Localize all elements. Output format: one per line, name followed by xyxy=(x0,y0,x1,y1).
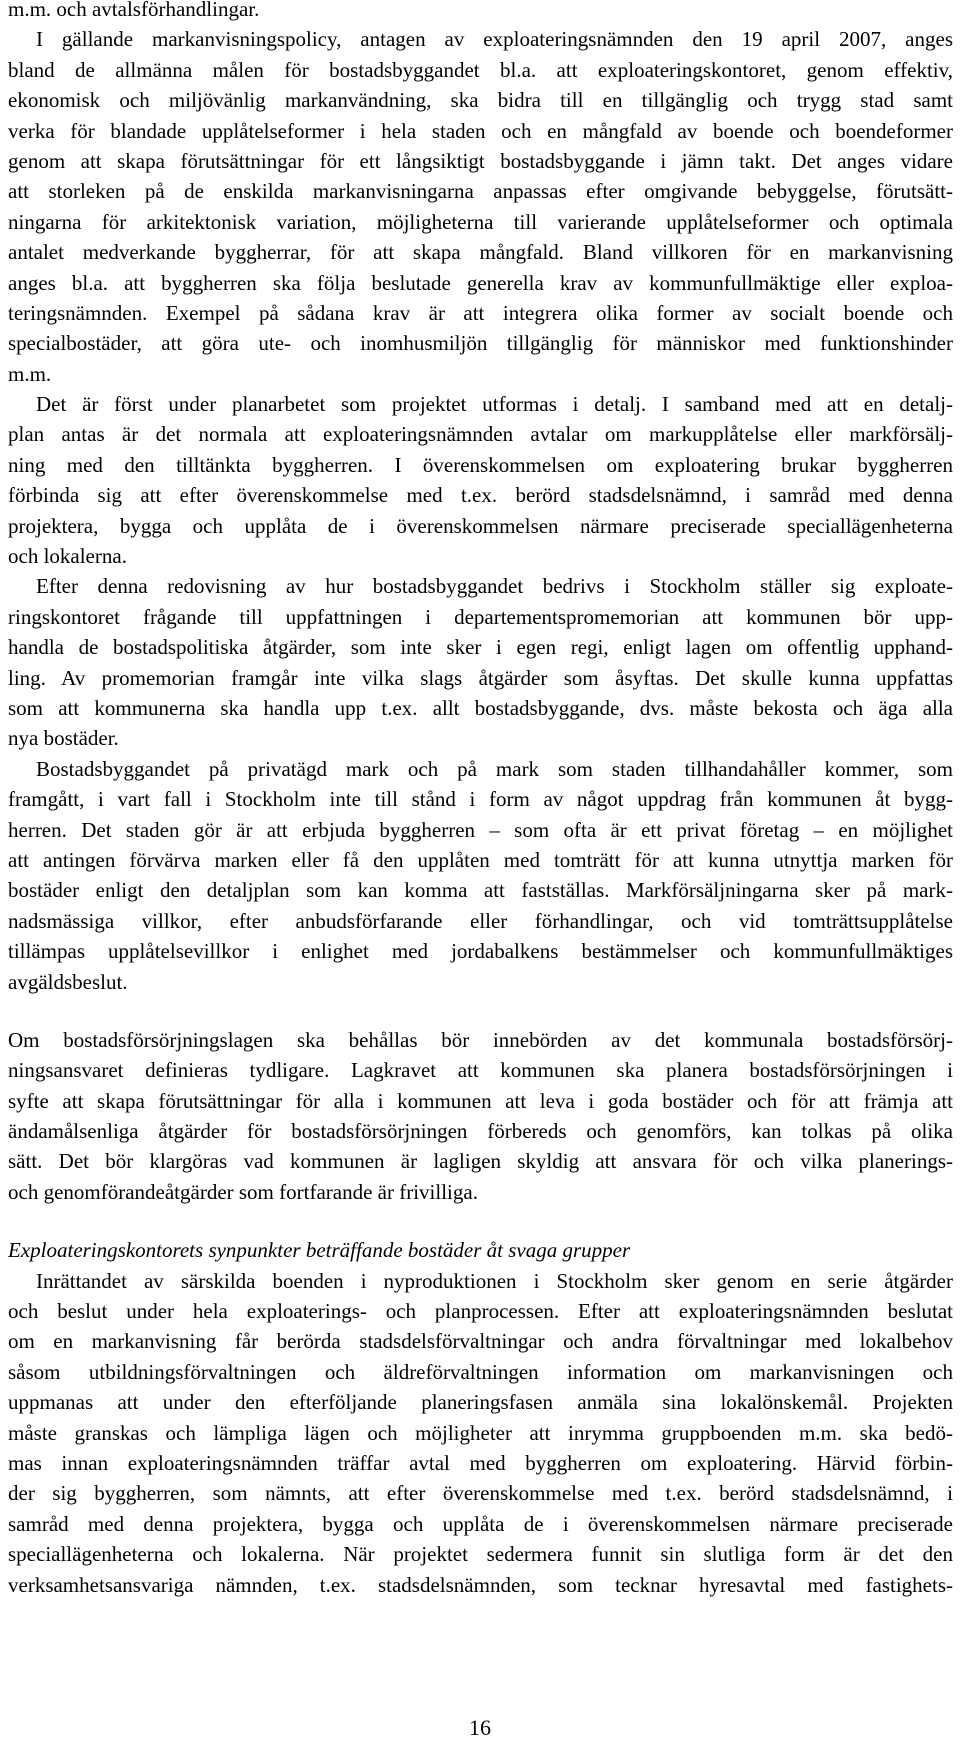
text-line: samråd med denna projektera, bygga och upplåta de i överenskommelsen närmare preciserade xyxy=(8,1511,953,1536)
text-line: speciallägenheterna och lokalerna. När projektet sedermera funnit sin slutliga form är det den xyxy=(8,1542,953,1567)
text-line: handla de bostadspolitiska åtgärder, som inte sker i egen regi, enligt lagen om offentlig upphand- xyxy=(8,635,953,660)
text-line: der sig byggherren, som nämnts, att efter överenskommelse med t.ex. berörd stadsdelsnämnd, i xyxy=(8,1481,953,1506)
text-line: om en markanvisning får berörda stadsdelsförvaltningar och andra förvaltningar med lokalbehov xyxy=(8,1329,953,1354)
text-line: ling. Av promemorian framgår inte vilka slags åtgärder som åsyftas. Det skulle kunna uppfattas xyxy=(8,665,953,690)
text-line: bostäder enligt den detaljplan som kan komma att fastställas. Markförsäljningarna sker på mark- xyxy=(8,878,953,903)
text-line: syfte att skapa förutsättningar för alla i kommunen att leva i goda bostäder och för att främja att xyxy=(8,1088,953,1113)
text-line: Det är först under planarbetet som projektet utformas i detalj. I samband med att en detalj- xyxy=(36,392,953,417)
text-line: avgäldsbeslut. xyxy=(8,969,128,994)
text-line: ning med den tilltänkta byggherren. I överenskommelsen om exploatering brukar byggherren xyxy=(8,452,953,477)
text-line: genom att skapa förutsättningar för ett långsiktigt bostadsbyggande i jämn takt. Det anges vidare xyxy=(8,148,953,173)
text-line: att antingen förvärva marken eller få den upplåten med tomträtt för att kunna utnyttja marken för xyxy=(8,847,953,872)
text-line: ringskontoret frågande till uppfattningen i departementspromemorian att kommunen bör upp- xyxy=(8,604,953,629)
text-line: teringsnämnden. Exempel på sådana krav är att integrera olika former av socialt boende och xyxy=(8,300,953,325)
text-line: nya bostäder. xyxy=(8,726,119,751)
text-line: ningarna för arkitektonisk variation, möjligheterna till varierande upplåtelseformer och optimala xyxy=(8,209,953,234)
paragraph-gap xyxy=(8,1207,953,1235)
text-line: sätt. Det bör klargöras vad kommunen är lagligen skyldig att ansvara för och vilka planerings- xyxy=(8,1149,953,1174)
text-line: anges bl.a. att byggherren ska följa beslutade generella krav av kommunfullmäktige eller exploa- xyxy=(8,270,953,295)
text-line: ningsansvaret definieras tydligare. Lagkravet att kommunen ska planera bostadsförsörjningen i xyxy=(8,1058,953,1083)
text-line: m.m. och avtalsförhandlingar. xyxy=(8,0,260,21)
text-line: nadsmässiga villkor, efter anbudsförfarande eller förhandlingar, och vid tomträttsupplåtelse xyxy=(8,908,953,933)
text-line: m.m. xyxy=(8,361,52,386)
text-line: och beslut under hela exploaterings- och planprocessen. Efter att exploateringsnämnden beslutat xyxy=(8,1299,953,1324)
text-line: och lokalerna. xyxy=(8,544,127,569)
text-line: Efter denna redovisning av hur bostadsbyggandet bedrivs i Stockholm ställer sig exploate- xyxy=(36,574,953,599)
page-number: 16 xyxy=(469,1715,491,1740)
text-line: projektera, bygga och upplåta de i överenskommelsen närmare preciserade speciallägenheterna xyxy=(8,513,953,538)
text-line: plan antas är det normala att exploateringsnämnden avtalar om markupplåtelse eller markförsälj- xyxy=(8,422,953,447)
text-line: verka för blandade upplåtelseformer i hela staden och en mångfald av boende och boendeformer xyxy=(8,118,953,143)
body-text xyxy=(8,0,953,1600)
text-line: och genomförandeåtgärder som fortfarande är frivilliga. xyxy=(8,1179,478,1204)
text-line: måste granskas och lämpliga lägen och möjligheter att inrymma gruppboenden m.m. ska bedö- xyxy=(8,1420,953,1445)
text-line: herren. Det staden gör är att erbjuda byggherren – som ofta är ett privat företag – en möjlighet xyxy=(8,817,953,842)
text-line: uppmanas att under den efterföljande planeringsfasen anmäla sina lokalönskemål. Projekten xyxy=(8,1390,953,1415)
text-line: Om bostadsförsörjningslagen ska behållas bör innebörden av det kommunala bostadsförsörj- xyxy=(8,1027,953,1052)
paragraph-gap xyxy=(8,997,953,1025)
text-line: antalet medverkande byggherrar, för att skapa mångfald. Bland villkoren för en markanvisning xyxy=(8,240,953,265)
text-line: Inrättandet av särskilda boenden i nyproduktionen i Stockholm sker genom en serie åtgärder xyxy=(36,1268,953,1293)
text-line: förbinda sig att efter överenskommelse med t.ex. berörd stadsdelsnämnd, i samråd med denna xyxy=(8,483,953,508)
text-line: ändamålsenliga åtgärder för bostadsförsörjningen förbereds och genomförs, kan tolkas på olika xyxy=(8,1119,953,1144)
text-line: såsom utbildningsförvaltningen och äldreförvaltningen information om markanvisningen och xyxy=(8,1359,953,1384)
text-line: specialbostäder, att göra ute- och inomhusmiljön tillgänglig för människor med funktionshinder xyxy=(8,331,953,356)
text-line: tillämpas upplåtelsevillkor i enlighet med jordabalkens bestämmelser och kommunfullmäktiges xyxy=(8,939,953,964)
text-line: verksamhetsansvariga nämnden, t.ex. stadsdelsnämnden, som tecknar hyresavtal med fastighets- xyxy=(8,1572,953,1597)
text-line: bland de allmänna målen för bostadsbyggandet bl.a. att exploateringskontoret, genom effektiv, xyxy=(8,57,953,82)
text-line: att storleken på de enskilda markanvisningarna anpassas efter omgivande bebyggelse, förutsätt- xyxy=(8,179,953,204)
text-line: mas innan exploateringsnämnden träffar avtal med byggherren om exploatering. Härvid förbin- xyxy=(8,1450,953,1475)
text-line: I gällande markanvisningspolicy, antagen av exploateringsnämnden den 19 april 2007, anges xyxy=(36,27,953,52)
text-line: Bostadsbyggandet på privatägd mark och på mark som staden tillhandahåller kommer, som xyxy=(36,756,953,781)
section-heading: Exploateringskontorets synpunkter beträffande bostäder åt svaga grupper xyxy=(8,1238,631,1263)
text-line: ekonomisk och miljövänlig markanvändning, ska bidra till en tillgänglig och trygg stad samt xyxy=(8,88,953,113)
text-line: framgått, i vart fall i Stockholm inte till stånd i form av något uppdrag från kommunen åt bygg- xyxy=(8,787,953,812)
text-line: som att kommunerna ska handla upp t.ex. allt bostadsbyggande, dvs. måste bekosta och äga alla xyxy=(8,695,953,720)
